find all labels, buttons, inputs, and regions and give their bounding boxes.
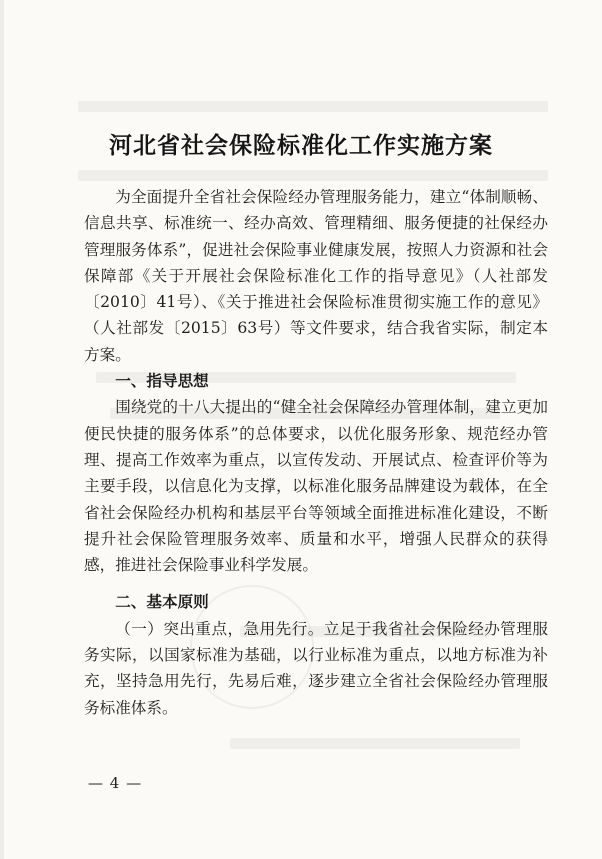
principle-one-paragraph: （一）突出重点，急用先行。立足于我省社会保险经办管理服务实际，以国家标准为基础，以行业标准为重点，以地方标准为补充，坚持急用先行，先易后难，逐步建立全省社会保险经办管理服务标准体系。 xyxy=(84,619,548,717)
document-title: 河北省社会保险标准化工作实施方案 xyxy=(109,133,493,159)
section-heading-guiding-ideology: 一、指导思想 xyxy=(115,372,209,391)
section-heading-basic-principles: 二、基本原则 xyxy=(115,593,209,612)
page-number: — 4 — xyxy=(88,774,143,792)
document-body xyxy=(84,184,548,721)
guiding-ideology-paragraph: 围绕党的十八大提出的“健全社会保障经办管理体制，建立更加便民快捷的服务体系”的总体要求，以优化服务形象、规范经办管理、提高工作效率为重点，以宣传发动、开展试点、检查评价等为主要手段，以信息化为支撑，以标准化服务品牌建设为载体，在全省社会保险经办机构和基层平台等领域全面推进标准化建设，不断提升社会保险管理服务效率、质量和水平，增强人民群众的获得感，推进社会保险事业科学发展。 xyxy=(84,398,548,575)
preamble-paragraph: 为全面提升全省社会保险经办管理服务能力，建立“体制顺畅、信息共享、标准统一、经办高效、管理精细、服务便捷的社保经办管理服务体系”，促进社会保险事业健康发展，按照人力资源和社会保障部《关于开展社会保险标准化工作的指导意见》（人社部发〔2010〕41号）、《关于推进社会保险标准贯彻实施工作的意见》（人社部发〔2015〕63号）等文件要求，结合我省实际，制定本方案。 xyxy=(84,188,548,364)
